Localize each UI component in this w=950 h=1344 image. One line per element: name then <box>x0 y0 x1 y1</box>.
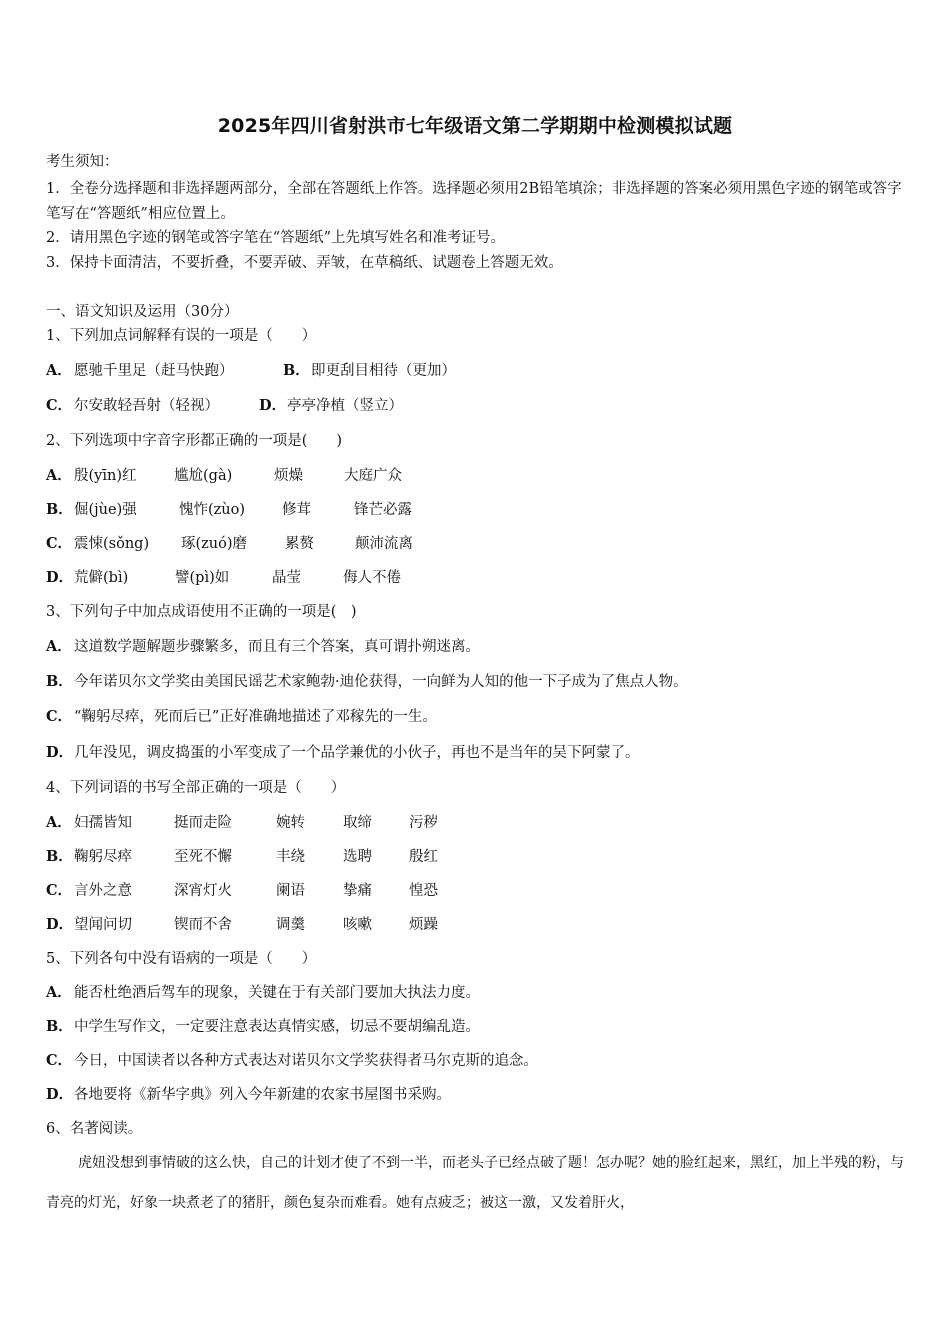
option-text: 中学生写作文，一定要注意表达真情实感，切忌不要胡编乱造。 <box>74 1019 480 1035</box>
option-cell: 譬(pì)如 <box>175 570 230 586</box>
option-text: 能否杜绝酒后驾车的现象，关键在于有关部门要加大执法力度。 <box>74 985 480 1001</box>
question-2-stem: 2、下列选项中字音字形都正确的一项是( ) <box>46 433 343 449</box>
option-letter: A． <box>46 467 72 484</box>
option-cell: 尴尬(gà) <box>174 468 233 484</box>
option-cell: 惶恐 <box>409 883 438 899</box>
option-text: 今日，中国读者以各种方式表达对诺贝尔文学奖获得者马尔克斯的追念。 <box>74 1053 538 1069</box>
question-4-option-b <box>46 847 438 867</box>
page-title: 2025年四川省射洪市七年级语文第二学期期中检测模拟试题 <box>217 115 733 137</box>
option-letter: C． <box>46 535 73 552</box>
option-text: 愿驰千里足（赶马快跑） <box>74 363 234 379</box>
option-cell: 琢(zuó)磨 <box>181 536 248 552</box>
notice-heading: 考生须知： <box>46 154 119 170</box>
option-text: 几年没见，调皮捣蛋的小军变成了一个品学兼优的小伙子，再也不是当年的吴下阿蒙了。 <box>74 745 640 761</box>
option-letter: D． <box>46 744 74 761</box>
option-cell: 咳嗽 <box>343 917 372 933</box>
question-4-option-d <box>46 915 438 935</box>
option-text: 今年诺贝尔文学奖由美国民谣艺术家鲍勃·迪伦获得，一向鲜为人知的他一下子成为了焦点人物。 <box>74 674 688 690</box>
option-cell: 深宵灯火 <box>174 883 232 899</box>
option-text: 这道数学题解题步骤繁多，而且有三个答案，真可谓扑朔迷离。 <box>74 639 480 655</box>
option-cell: 言外之意 <box>74 883 132 899</box>
option-letter: D． <box>46 916 74 933</box>
question-2-option-b <box>46 500 412 520</box>
section-heading: 一、语文知识及运用（30分） <box>46 304 239 320</box>
question-3-stem: 3、下列句子中加点成语使用不正确的一项是( ) <box>46 604 357 620</box>
reading-passage: 虎妞没想到事情破的这么快，自己的计划才使了不到一半，而老头子已经点破了题！怎办呢？她的脸红起来，黑红，加上半残的粉，与青亮的灯光，好象一块煮老了的猪肝，颜色复杂而难看。她有点疲乏；被这一激，又发着肝火， <box>46 1155 904 1211</box>
option-cell: 殷红 <box>409 849 438 865</box>
question-2-option-a <box>46 466 402 486</box>
question-2-option-d <box>46 568 401 588</box>
option-letter: C． <box>46 882 73 899</box>
option-text: 亭亭净植（竖立） <box>287 398 403 414</box>
option-letter: B． <box>46 673 73 690</box>
question-4-option-a <box>46 813 438 833</box>
option-cell: 望闻问切 <box>74 917 132 933</box>
question-4-stem: 4、下列词语的书写全部正确的一项是（ ） <box>46 780 346 796</box>
option-cell: 锲而不舍 <box>174 917 232 933</box>
option-cell: 修茸 <box>282 502 311 518</box>
option-cell: 妇孺皆知 <box>74 815 132 831</box>
question-1-stem: 1、下列加点词解释有误的一项是（ ） <box>46 328 317 344</box>
option-cell: 倔(jùe)强 <box>74 502 137 518</box>
option-cell: 殷(yīn)红 <box>74 468 137 484</box>
option-letter: B． <box>46 848 73 865</box>
option-cell: 晶莹 <box>272 570 301 586</box>
option-letter: D． <box>46 1086 74 1103</box>
option-cell: 锋芒必露 <box>354 502 412 518</box>
option-cell: 愧怍(zùo) <box>179 502 246 518</box>
option-text: 即更刮目相待（更加） <box>311 363 456 379</box>
notice-item-1: 1．全卷分选择题和非选择题两部分，全部在答题纸上作答。选择题必须用2B铅笔填涂；非选择题的答案必须用黑色字迹的钢笔或答字笔写在“答题纸”相应位置上。 <box>46 181 902 222</box>
question-5-option-d <box>46 1085 451 1105</box>
option-letter: B． <box>46 1018 73 1035</box>
question-6-stem: 6、名著阅读。 <box>46 1121 143 1137</box>
question-5-stem: 5、下列各句中没有语病的一项是（ ） <box>46 951 317 967</box>
question-3-option-d <box>46 743 640 763</box>
option-text: “鞠躬尽瘁，死而后已”正好准确地描述了邓稼先的一生。 <box>74 709 437 725</box>
option-cell: 侮人不倦 <box>343 570 401 586</box>
option-cell: 调羹 <box>276 917 305 933</box>
notice-item-2: 2．请用黑色字迹的钢笔或答字笔在“答题纸”上先填写姓名和准考证号。 <box>46 230 506 246</box>
option-letter: A． <box>46 984 72 1001</box>
option-cell: 大庭广众 <box>344 468 402 484</box>
option-letter: A． <box>46 638 72 655</box>
option-cell: 污秽 <box>409 815 438 831</box>
question-5-option-b <box>46 1017 480 1037</box>
question-3-option-a <box>46 637 480 657</box>
option-text: 尔安敢轻吾射（轻视） <box>74 398 219 414</box>
notice-item-3: 3．保持卡面清洁，不要折叠，不要弄破、弄皱，在草稿纸、试题卷上答题无效。 <box>46 255 563 271</box>
option-cell: 阑语 <box>276 883 305 899</box>
option-cell: 荒僻(bì) <box>74 570 129 586</box>
option-letter: C． <box>46 708 73 725</box>
question-4-option-c <box>46 881 438 901</box>
option-letter: B． <box>46 501 73 518</box>
option-cell: 烦躁 <box>409 917 438 933</box>
option-cell: 挚痛 <box>343 883 372 899</box>
question-1-row-2 <box>46 396 403 416</box>
option-letter: D． <box>259 397 287 414</box>
question-2-option-c <box>46 534 413 554</box>
question-5-option-a <box>46 983 480 1003</box>
option-cell: 取缔 <box>343 815 372 831</box>
option-letter: C． <box>46 397 73 414</box>
option-cell: 婉转 <box>276 815 305 831</box>
option-cell: 累赘 <box>285 536 314 552</box>
option-text: 各地要将《新华字典》列入今年新建的农家书屋图书采购。 <box>74 1087 451 1103</box>
option-letter: B． <box>283 362 310 379</box>
option-cell: 丰绕 <box>276 849 305 865</box>
option-letter: D． <box>46 569 74 586</box>
option-letter: C． <box>46 1052 73 1069</box>
option-letter: A． <box>46 814 72 831</box>
option-cell: 震悚(sǒng) <box>74 536 150 552</box>
question-3-option-b <box>46 672 688 692</box>
question-1-row-1 <box>46 361 456 381</box>
question-5-option-c <box>46 1051 538 1071</box>
question-3-option-c <box>46 707 437 727</box>
option-cell: 颠沛流离 <box>355 536 413 552</box>
option-cell: 挺而走险 <box>174 815 232 831</box>
option-cell: 鞠躬尽瘁 <box>74 849 132 865</box>
option-letter: A． <box>46 362 72 379</box>
option-cell: 选聘 <box>343 849 372 865</box>
option-cell: 至死不懈 <box>174 849 232 865</box>
option-cell: 烦燥 <box>274 468 303 484</box>
